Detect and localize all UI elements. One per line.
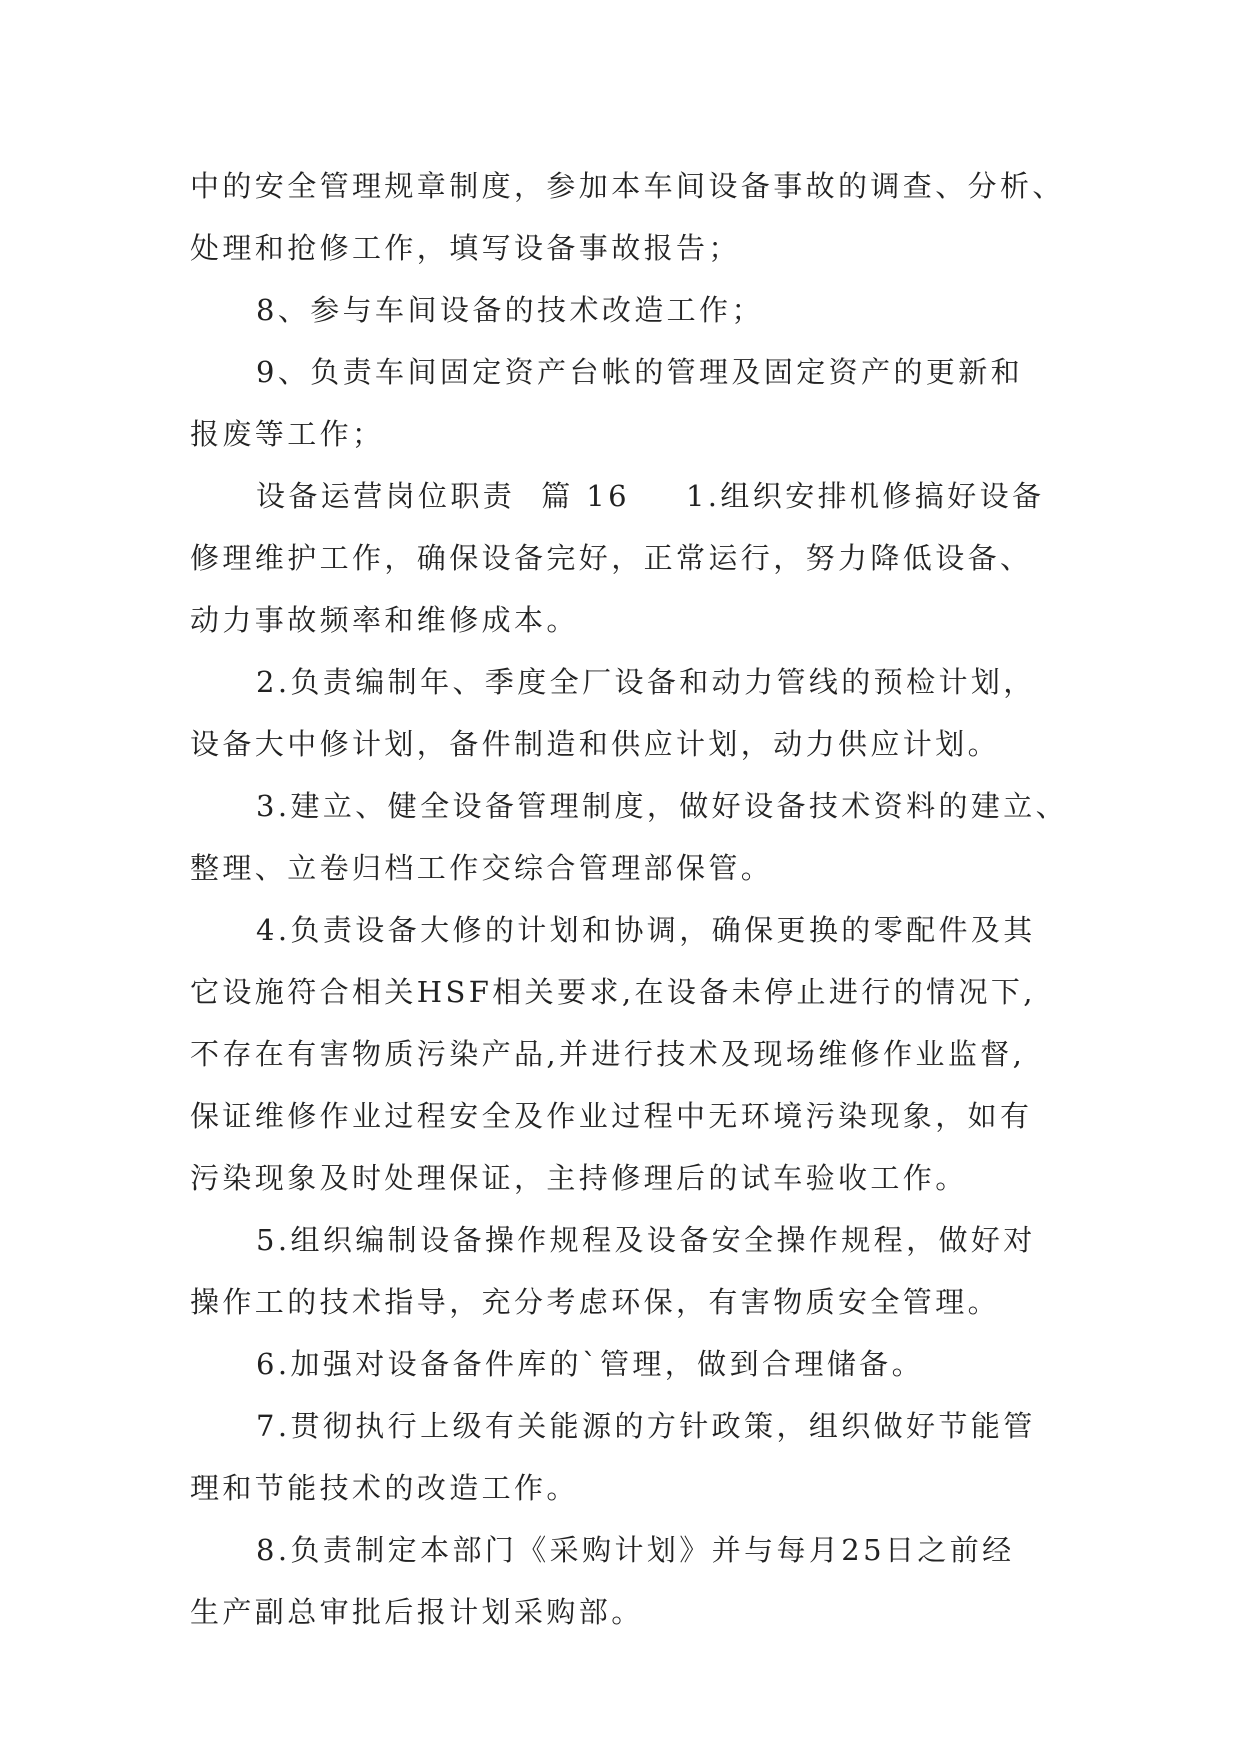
- text-line: 5.组织编制设备操作规程及设备安全操作规程，做好对: [256, 1223, 1036, 1257]
- text-line: 8、参与车间设备的技术改造工作；: [256, 293, 764, 327]
- section-first-item: 1.组织安排机修搞好设备: [685, 479, 1045, 513]
- text-line: 9、负责车间固定资产台帐的管理及固定资产的更新和: [256, 355, 1024, 389]
- text-line: 生产副总审批后报计划采购部。: [190, 1595, 644, 1629]
- text-line: 6.加强对设备备件库的`管理，做到合理储备。: [256, 1347, 924, 1381]
- text-line: 它设施符合相关HSF相关要求,在设备未停止进行的情况下,: [190, 975, 1036, 1009]
- text-line: 不存在有害物质污染产品,并进行技术及现场维修作业监督,: [190, 1037, 1026, 1071]
- text-line: 保证维修作业过程安全及作业过程中无环境污染现象，如有: [190, 1099, 1033, 1133]
- text-line: 处理和抢修工作，填写设备事故报告；: [190, 231, 741, 265]
- text-line: 设备大中修计划，备件制造和供应计划，动力供应计划。: [190, 727, 1001, 761]
- text-line: 整理、立卷归档工作交综合管理部保管。: [190, 851, 774, 885]
- text-line: 操作工的技术指导，充分考虑环保，有害物质安全管理。: [190, 1285, 1001, 1319]
- section-heading-line: [190, 465, 1070, 527]
- text-line: 污染现象及时处理保证，主持修理后的试车验收工作。: [190, 1161, 968, 1195]
- text-line: 修理维护工作，确保设备完好，正常运行，努力降低设备、: [190, 541, 1033, 575]
- section-title: 设备运营岗位职责: [256, 479, 516, 513]
- section-number: 篇 16: [541, 479, 630, 513]
- document-body: [190, 155, 1070, 1643]
- text-line: 8.负责制定本部门《采购计划》并与每月25日之前经: [256, 1533, 1015, 1567]
- text-line: 理和节能技术的改造工作。: [190, 1471, 579, 1505]
- text-line: 动力事故频率和维修成本。: [190, 603, 579, 637]
- text-line: 中的安全管理规章制度，参加本车间设备事故的调查、分析、: [190, 169, 1065, 203]
- text-line: 4.负责设备大修的计划和协调，确保更换的零配件及其: [256, 913, 1036, 947]
- text-line: 7.贯彻执行上级有关能源的方针政策，组织做好节能管: [256, 1409, 1036, 1443]
- text-line: 报废等工作；: [190, 417, 385, 451]
- text-line: 2.负责编制年、季度全厂设备和动力管线的预检计划，: [256, 665, 1036, 699]
- text-line: 3.建立、健全设备管理制度，做好设备技术资料的建立、: [256, 789, 1069, 823]
